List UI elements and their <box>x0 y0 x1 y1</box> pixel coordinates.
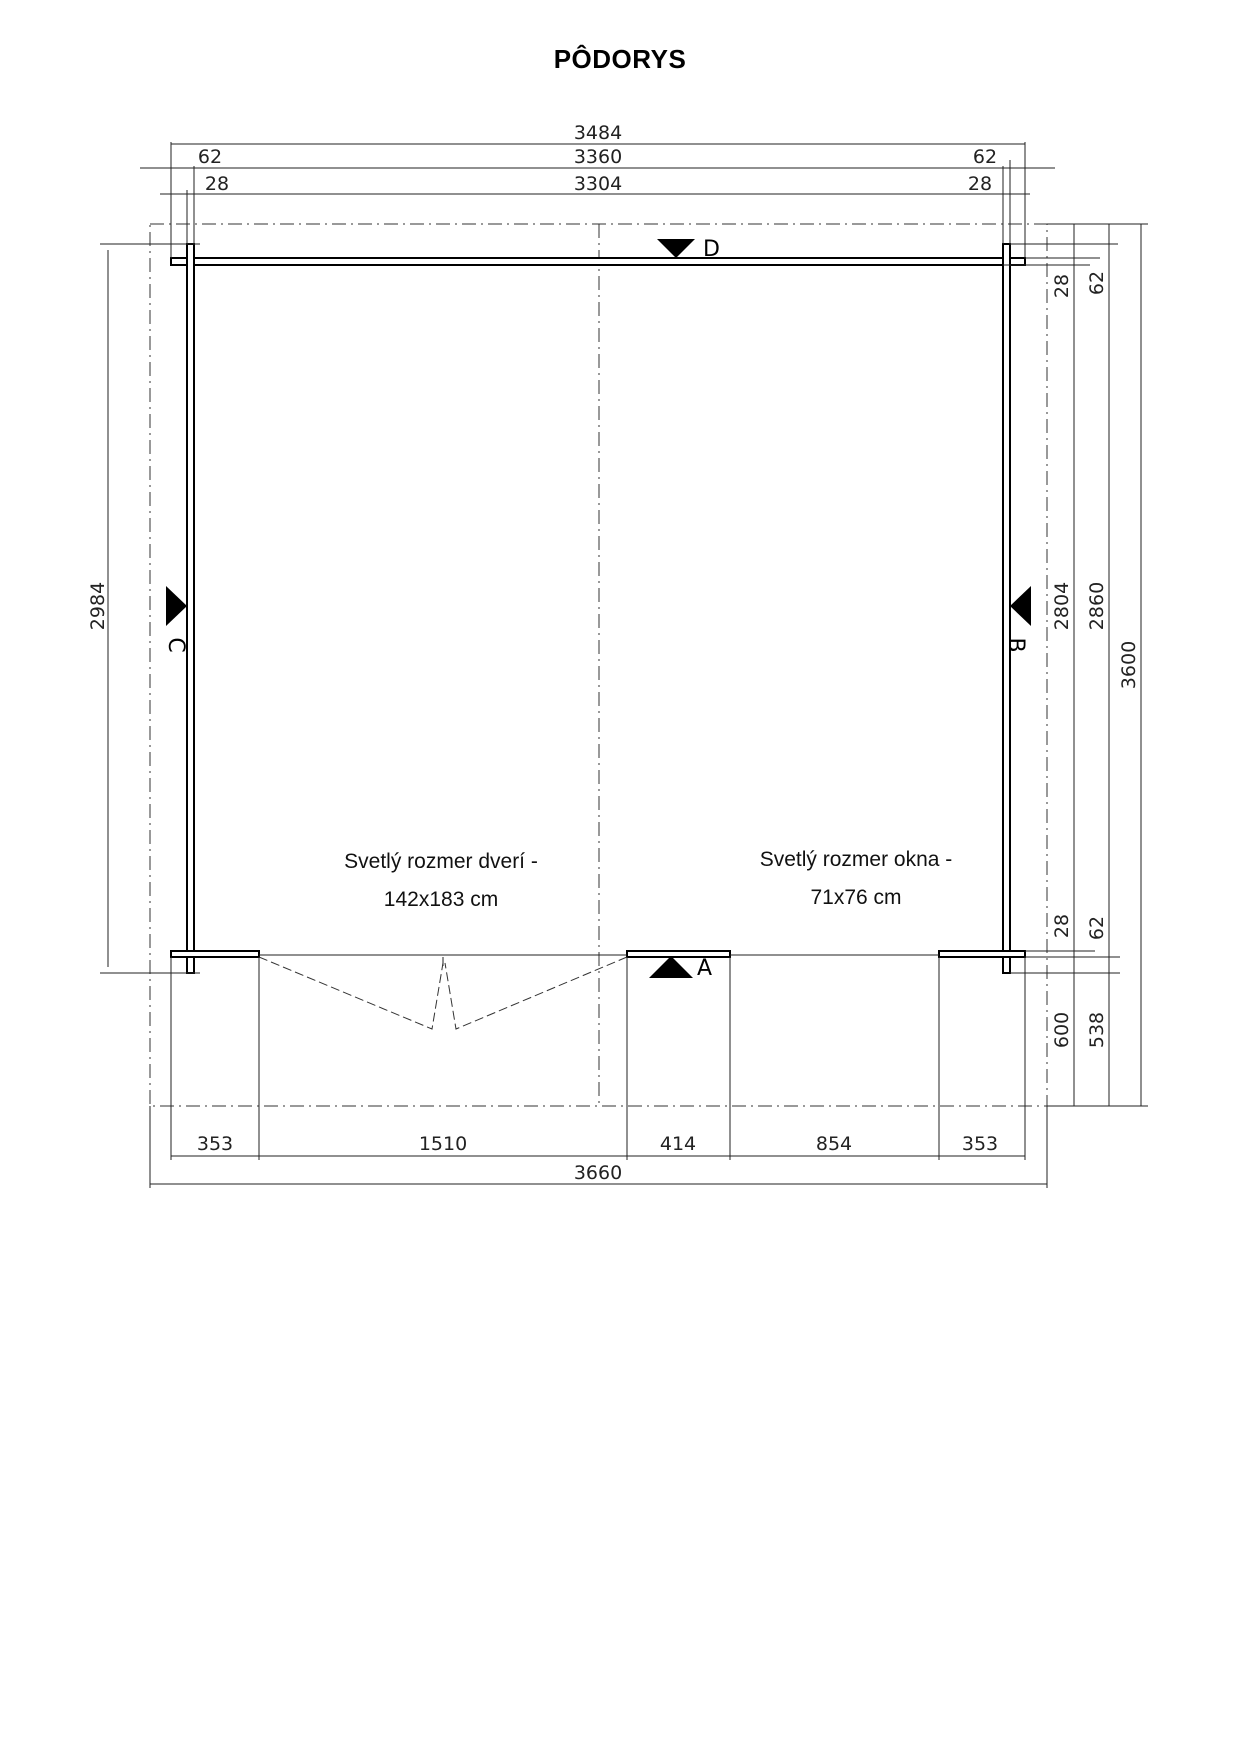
section-marker-c <box>163 586 188 653</box>
dim-right-538: 538 <box>1086 1011 1108 1049</box>
door-note-line1: Svetlý rozmer dverí - <box>344 850 538 873</box>
front-wall-left <box>171 951 259 957</box>
dim-right-600: 600 <box>1051 1011 1073 1049</box>
dim-bottom-overall: 3660 <box>573 1162 623 1184</box>
front-wall-mid <box>627 951 730 957</box>
dim-right-3600: 3600 <box>1118 640 1140 690</box>
dim-right-2860: 2860 <box>1086 581 1108 631</box>
section-a-label: A <box>697 956 713 981</box>
dim-top-inner: 3304 <box>573 173 623 195</box>
front-wall-right <box>939 951 1025 957</box>
roof-outline <box>150 224 1047 1106</box>
dim-top-mid-left: 62 <box>197 146 223 168</box>
section-d-label: D <box>703 237 720 262</box>
left-wall <box>187 244 194 973</box>
section-a-arrow-icon <box>649 956 693 978</box>
dim-right-bottom-28: 28 <box>1051 913 1073 939</box>
dim-bottom-seg-1: 353 <box>196 1133 234 1155</box>
dim-bottom-seg-5: 353 <box>961 1133 999 1155</box>
section-b-label: B <box>1003 637 1028 653</box>
dim-right-top-28: 28 <box>1051 273 1073 299</box>
dim-top-overall: 3484 <box>573 122 623 144</box>
dim-top-inner-right: 28 <box>967 173 993 195</box>
page-title: PÔDORYS <box>553 44 687 74</box>
dim-bottom-seg-2: 1510 <box>418 1133 468 1155</box>
dim-bottom-seg-4: 854 <box>815 1133 853 1155</box>
dim-right-bottom-62: 62 <box>1086 915 1108 941</box>
top-dimensions <box>140 122 1055 258</box>
dim-right-top-62: 62 <box>1086 270 1108 296</box>
section-b-arrow-icon <box>1010 586 1031 626</box>
back-wall <box>171 258 1025 265</box>
section-c-label: C <box>163 637 188 653</box>
dim-top-inner-left: 28 <box>204 173 230 195</box>
window-note-line1: Svetlý rozmer okna - <box>759 848 953 871</box>
door-swing <box>259 957 627 1029</box>
section-marker-a <box>649 956 712 981</box>
right-wall <box>1003 244 1010 973</box>
door-note-line2: 142x183 cm <box>383 888 499 911</box>
section-d-arrow-icon <box>657 239 695 258</box>
dim-bottom-seg-3: 414 <box>659 1133 697 1155</box>
dim-top-mid: 3360 <box>573 146 623 168</box>
window-note-line2: 71x76 cm <box>810 886 902 909</box>
section-c-arrow-icon <box>166 586 187 626</box>
opening-notes <box>344 848 952 911</box>
dim-left-height: 2984 <box>87 581 109 631</box>
dim-top-mid-right: 62 <box>972 146 998 168</box>
dim-right-2804: 2804 <box>1051 581 1073 631</box>
